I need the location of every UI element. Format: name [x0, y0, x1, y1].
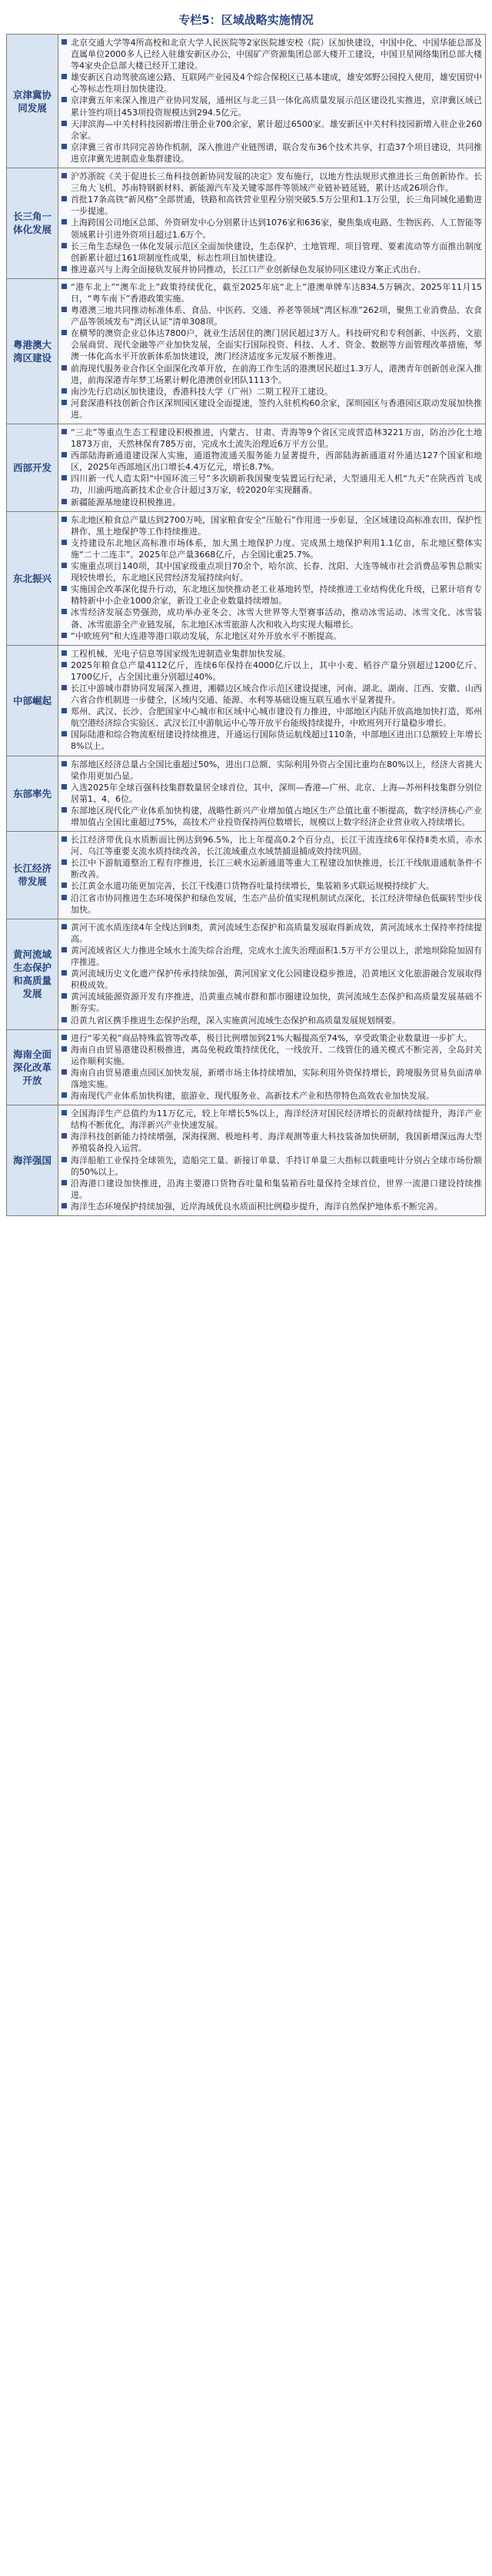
strategy-content [58, 645, 486, 756]
list-item [62, 583, 482, 607]
strategy-row [7, 278, 486, 424]
item-text: 工程机械、光电子信息等国家级先进制造业集群加快发展。 [71, 648, 291, 659]
item-text: 黄河干流水质连续4年全线达到Ⅱ类，黄河流域生态保护和高质量发展取得新成效，黄河流域水土保持率持续提高。 [71, 922, 482, 944]
item-text: 长江中下游航道整治工程有序推进，长江三峡水运新通道等重大工程建设加快推进，长江干线航道通航条件不断改善。 [71, 858, 482, 880]
item-text: 南沙先行启动区加快建设，香港科技大学（广州）二期工程开工建设。 [71, 386, 333, 397]
square-bullet-icon [62, 633, 67, 638]
square-bullet-icon [62, 475, 67, 480]
square-bullet-icon [62, 307, 67, 312]
strategy-row [7, 756, 486, 832]
strategy-row [7, 168, 486, 279]
square-bullet-icon [62, 1069, 67, 1075]
item-text: 国际陆港和综合物流枢纽建设持续推进，开通运行国际货运航线超过110条，中部地区进出口总额较上年增长8%以上。 [71, 730, 482, 752]
item-text: 黄河流域历史文化遗产保护传承持续加强，黄河国家文化公园建设稳步推进，沿黄地区文化旅游融合发展取得积极成效。 [71, 969, 482, 991]
square-bullet-icon [62, 731, 67, 736]
item-text: 全国海洋生产总值约为11万亿元，较上年增长5%以上，海洋经济对国民经济增长的贡献持续提升，海洋产业结构不断优化，海洋新兴产业快速发展。 [71, 1109, 482, 1131]
square-bullet-icon [62, 517, 67, 522]
square-bullet-icon [62, 219, 67, 224]
square-bullet-icon [62, 1133, 67, 1138]
item-text: 郑州、武汉、长沙、合肥国家中心城市和区域中心城市建设有力推进，中部地区内陆开放高地加快打造，郑州航空港经济综合实验区、武汉长江中游航运中心等开放平台能级持续提升，中欧班列开行量稳步增长。 [71, 706, 482, 729]
item-text: 前海现代服务业合作区全面深化改革开放，在前海工作生活的港澳居民超过1.3万人，港澳青年创新创业深入推进，前海深港青年梦工场累计孵化港澳创业团队1113个。 [71, 363, 482, 385]
item-text: 沪苏浙皖《关于促进长三角科技创新协同发展的决定》发布施行，以地方性法规形式推进长三角创新协作。长三角大飞机、苏南特钢新材料、新能源汽车及关键零部件等领域产业链补链延链，累计达成26项合作。 [71, 171, 482, 194]
square-bullet-icon [62, 1110, 67, 1115]
strategy-row [7, 35, 486, 168]
item-text: “中欧班列”和大连港等港口联动发展，东北地区对外开放水平不断提高。 [71, 630, 342, 641]
square-bullet-icon [62, 650, 67, 656]
item-text: 黄河流域能源资源开发有序推进，沿黄重点城市群和都市圈建设加快，黄河流域生态保护和高质量发展基础不断夯实。 [71, 992, 482, 1014]
list-item [62, 264, 482, 275]
square-bullet-icon [62, 365, 67, 371]
strategy-row [7, 1029, 486, 1105]
item-text: 长江黄金水道功能更加完善，长江干线港口货物吞吐量持续增长，集装箱多式联运规模持续扩大。 [71, 881, 434, 892]
item-text: 雄安新区自动驾驶高速公路、互联网产业园及4个综合保税区已基本建成，雄安郊野公园投入使用，雄安国贸中心等标志性项目加快建设。 [71, 72, 482, 95]
list-item [62, 241, 482, 264]
list-item [62, 945, 482, 968]
item-text: 东北地区粮食总产量达到2700万吨，国家粮食安全“压舱石”作用进一步彰显，全区域建设高标准农田、保护性耕作、黑土地保护等工作持续推进。 [71, 514, 482, 537]
item-text: 海洋船舶工业保持全球领先，造船完工量、新接订单量、手持订单量三大指标以载重吨计分别占全球市场份额的50%以上。 [71, 1155, 482, 1177]
item-text: 推进嘉兴与上海全面接轨发展并协同推动，长江口产业创新绿色发展协同区建设方案正式出台。 [71, 264, 426, 274]
item-text: 四川新一代人造太阳“中国环流三号”多次刷新我国聚变装置运行纪录，大型通用无人机“九天”在陕西首飞成功，川渝两地高新技术企业合计超过3万家，较2020年实现翻番。 [71, 474, 482, 496]
square-bullet-icon [62, 708, 67, 713]
list-item [62, 1090, 482, 1102]
item-text: “港车北上”“澳车北上”政策持续优化，截至2025年底“北上”港澳单牌车达834.5万辆次。2025年11月15日，“粤车南下”香港政策实施。 [71, 281, 482, 304]
strategy-row [7, 645, 486, 756]
list-item [62, 805, 482, 828]
square-bullet-icon [62, 993, 67, 999]
square-bullet-icon [62, 1180, 67, 1185]
list-item [62, 1015, 482, 1026]
square-bullet-icon [62, 1035, 67, 1040]
strategy-content [58, 35, 486, 168]
list-item [62, 514, 482, 537]
list-item [62, 473, 482, 496]
strategy-row [7, 919, 486, 1029]
list-item [62, 630, 482, 642]
item-text: 海南自由贸易港建设积极推进，离岛免税政策持续优化，一线放开、二线管住的通关模式不断完善，全岛封关运作顺利实施。 [71, 1044, 482, 1066]
strategy-row [7, 1105, 486, 1216]
item-text: 在横琴的澳资企业总体达7800户，就业生活居住的澳门居民超过3万人。科技研究和专利创新、中医药、文旅会展商贸、现代金融等产业加快发展，全面实行国际投资、科技、人才、资金、数据等方面管理改革措施，琴澳一体化高水平开放新体系加快建设，澳门经济适度多元发展不断推进。 [71, 328, 482, 362]
strategy-category: 黄河流域生态保护和高质量发展 [7, 919, 58, 1029]
square-bullet-icon [62, 173, 67, 178]
strategy-table [6, 34, 486, 1216]
strategy-content [58, 756, 486, 832]
square-bullet-icon [62, 1092, 67, 1098]
square-bullet-icon [62, 586, 67, 591]
list-item [62, 397, 482, 420]
square-bullet-icon [62, 196, 67, 201]
strategy-category: 粤港澳大湾区建设 [7, 278, 58, 424]
list-item [62, 1032, 482, 1044]
strategy-category: 东部率先 [7, 756, 58, 832]
list-item [62, 71, 482, 95]
list-item [62, 759, 482, 782]
item-text: 北京交通大学等4所高校和北京大学人民医院等2家医院雄安校（院）区加快建设，中国中化、中国华能总部及直属单位2000多人已经入驻雄安新区办公，中国矿产资源集团总部大楼开工建设，中国卫星网络集团总部大楼等4家央企总部大楼已经开工建设。 [71, 38, 482, 71]
list-item [62, 834, 482, 857]
square-bullet-icon [62, 284, 67, 289]
list-item [62, 1131, 482, 1154]
item-text: “三北”等重点生态工程建设积极推进，内蒙古、甘肃、青海等9个省区完成营造林3221万亩，防治沙化土地1873万亩，天然林保育785万亩，完成水土流失治理近6万平方公里。 [71, 427, 482, 450]
square-bullet-icon [62, 1203, 67, 1208]
list-item [62, 217, 482, 240]
list-item [62, 171, 482, 194]
strategy-category: 长江经济带发展 [7, 832, 58, 919]
square-bullet-icon [62, 400, 67, 405]
item-text: 冰雪经济发展态势强劲，成功举办亚冬会、冰雪大世界等大型赛事活动，推动冰雪运动、冰雪文化、冰雪装备、冰雪旅游全产业链发展，东北地区冰雪旅游人次和收入均实现大幅增长。 [71, 607, 482, 630]
list-item [62, 706, 482, 729]
list-item [62, 37, 482, 71]
item-text: 黄河流域省区大力推进全域水土流失综合治理，完成水土流失治理面积1.5万平方公里以上，淤地坝除险加固有序推进。 [71, 945, 482, 968]
square-bullet-icon [62, 761, 67, 766]
square-bullet-icon [62, 39, 67, 45]
item-text: 长江经济带优良水质断面比例达到96.5%，比上年提高0.2个百分点，长江干流连续6年保持Ⅱ类水质，赤水河、乌江等重要支流水质持续改善，长江流域重点水域禁捕退捕成效持续巩固。 [71, 835, 482, 857]
strategy-row [7, 511, 486, 645]
item-text: 2025年粮食总产量4112亿斤，连续6年保持在4000亿斤以上，其中小麦、稻谷产量分别超过1200亿斤、1700亿斤，占全国比重分别超过40%。 [71, 660, 482, 682]
list-item [62, 1201, 482, 1212]
item-text: 海洋科技创新能力持续增强，深海探测、极地科考、海洋观测等重大科技装备加快研制，我国新增深远海大型养殖装备投入运营。 [71, 1132, 482, 1154]
item-text: 海南现代产业体系加快构建，旅游业、现代服务业、高新技术产业和热带特色高效农业加快发展。 [71, 1091, 434, 1102]
square-bullet-icon [62, 895, 67, 900]
item-text: 首批17条高铁“新风格”全部贯通，铁路和高铁营业里程分别突破5.5万公里和1.1万公里，长三角同城化通勤进一步提速。 [71, 194, 482, 217]
item-text: 海洋生态环境保护持续加强，近岸海域优良水质面积比例稳步提升，海洋自然保护地体系不断完善。 [71, 1201, 443, 1212]
strategy-row [7, 832, 486, 919]
list-item [62, 1108, 482, 1131]
list-item [62, 1067, 482, 1090]
item-text: 支持建设东北地区高标准市场体系，加大黑土地保护力度。完成黑土地保护利用1.1亿亩，东北地区整体实施“二十二连丰”。2025年总产量3668亿斤，占全国比重25.7%。 [71, 537, 482, 560]
item-text: 长三角生态绿色一体化发展示范区全面加快建设，生态保护、土地管理、项目管理、要素流动等方面推出制度创新累计超过161项制度性成果，标志性项目加快建设。 [71, 241, 482, 263]
square-bullet-icon [62, 1046, 67, 1052]
strategy-content [58, 919, 486, 1029]
strategy-content [58, 511, 486, 645]
list-item [62, 683, 482, 706]
strategy-content [58, 424, 486, 512]
strategy-category: 海洋强国 [7, 1105, 58, 1216]
strategy-content [58, 168, 486, 279]
strategy-row [7, 424, 486, 512]
item-text: 上海跨国公司地区总部、外资研发中心分别累计达到1076家和636家，聚焦集成电路、生物医药、人工智能等领域累计引进外资项目超过1.6万个。 [71, 218, 482, 240]
item-text: 实施国企改革深化提升行动，东北地区加快推动老工业基地转型，持续推进工业结构优化升级，已累计培育专精特新中小企业1000余家，新设工业企业数量持续增加。 [71, 584, 482, 607]
list-item [62, 118, 482, 141]
strategy-table-body [7, 35, 486, 1216]
list-item [62, 450, 482, 473]
square-bullet-icon [62, 1157, 67, 1162]
item-text: 新疆能源基地建设积极推进。 [71, 497, 181, 507]
list-item [62, 880, 482, 892]
list-item [62, 607, 482, 630]
square-bullet-icon [62, 121, 67, 126]
square-bullet-icon [62, 144, 67, 149]
item-text: 实施重点项目140项，其中国家级重点项目70余个，哈尔滨、长春、沈阳、大连等城市社会消费品零售总额实现较快增长，东北地区民营经济发展持续向好。 [71, 561, 482, 583]
item-text: 京津冀五年来深入推进产业协同发展，通州区与北三县一体化高质量发展示范区建设扎实推进，京津冀区域已累计签约项目453项投资规模达到294.5亿元。 [71, 95, 482, 118]
list-item [62, 497, 482, 508]
item-text: 海南自由贸易港重点园区加快发展，新增市场主体持续增加，实际利用外资保持增长，跨境服务贸易负面清单落地实施。 [71, 1067, 482, 1089]
strategy-category: 京津冀协同发展 [7, 35, 58, 168]
column-title: 专栏5：区域战略实施情况 [178, 13, 314, 27]
item-text: 沿黄九省区携手推进生态保护治理，深入实施黄河流域生态保护和高质量发展规划纲要。 [71, 1015, 401, 1025]
item-text: 东部地区现代化产业体系加快构建，战略性新兴产业增加值占地区生产总值比重不断提高，数字经济核心产业增加值占全国比重超过75%，高技术产业投资保持两位数增长，规模以上数字经济企业营业收入持续增长。 [71, 805, 482, 827]
square-bullet-icon [62, 882, 67, 888]
strategy-category: 西部开发 [7, 424, 58, 512]
square-bullet-icon [62, 970, 67, 976]
list-item [62, 648, 482, 660]
list-item [62, 95, 482, 118]
item-text: 京津冀三省市共同完善协作机制，深入推进产业链图谱，联合发布36个技术共享，打造37个项目建设，共同推进京津冀先进制造业集群建设。 [71, 141, 482, 164]
strategy-content [58, 832, 486, 919]
list-item [62, 386, 482, 397]
list-item [62, 729, 482, 752]
list-item [62, 363, 482, 386]
square-bullet-icon [62, 685, 67, 690]
square-bullet-icon [62, 807, 67, 813]
square-bullet-icon [62, 947, 67, 952]
list-item [62, 194, 482, 217]
square-bullet-icon [62, 662, 67, 667]
list-item [62, 1155, 482, 1178]
list-item [62, 304, 482, 327]
list-item [62, 1178, 482, 1201]
list-item [62, 922, 482, 945]
square-bullet-icon [62, 499, 67, 504]
square-bullet-icon [62, 563, 67, 568]
strategy-category: 海南全面深化改革开放 [7, 1029, 58, 1105]
list-item [62, 857, 482, 880]
strategy-content [58, 1105, 486, 1216]
list-item [62, 141, 482, 165]
list-item [62, 660, 482, 683]
strategy-category: 东北振兴 [7, 511, 58, 645]
item-text: 东部地区经济总量占全国比重超过50%，进出口总额、实际利用外资占全国比重均在80%以上，经济大省挑大梁作用更加凸显。 [71, 759, 482, 781]
strategy-category: 长三角一体化发展 [7, 168, 58, 279]
square-bullet-icon [62, 924, 67, 929]
square-bullet-icon [62, 452, 67, 457]
list-item [62, 1044, 482, 1067]
square-bullet-icon [62, 266, 67, 271]
item-text: 天津滨海—中关村科技园新增注册企业700余家，累计超过6500家。雄安新区中关村科技园新增入驻企业260余家。 [71, 118, 482, 141]
item-text: 沿江省市协同推进生态环境保护和绿色发展，生态产品价值实现机制试点深化，长江经济带绿色低碳转型步伐加快。 [71, 892, 482, 915]
square-bullet-icon [62, 836, 67, 842]
square-bullet-icon [62, 1017, 67, 1022]
strategy-content [58, 278, 486, 424]
strategy-category: 中部崛起 [7, 645, 58, 756]
item-text: 入选2025年全球百强科技集群数量居全球首位，其中，深圳—香港—广州、北京、上海—苏州科技集群分别位居第1、4、6位。 [71, 782, 482, 804]
item-text: 进行“零关税”商品特殊监管等改革，极目比例增加到21%大幅提高至74%，享受政策企业数量进一步扩大。 [71, 1032, 473, 1043]
list-item [62, 892, 482, 916]
list-item [62, 537, 482, 560]
list-item [62, 427, 482, 450]
square-bullet-icon [62, 784, 67, 789]
square-bullet-icon [62, 388, 67, 394]
square-bullet-icon [62, 429, 67, 434]
item-text: 长江中游城市群协同发展深入推进，湘赣边区域合作示范区建设提速，河南、湖北、湖南、江西、安徽、山西六省合作机制进一步健全，区域内交通、能源、水利等基础设施互联互通水平显著提升。 [71, 683, 482, 706]
square-bullet-icon [62, 330, 67, 335]
list-item [62, 327, 482, 362]
list-item [62, 782, 482, 805]
item-text: 河套深港科技创新合作区深圳园区建设全面提速，签约入驻机构60余家，深圳园区与香港园区联动发展加快推进。 [71, 397, 482, 420]
list-item [62, 560, 482, 583]
list-item [62, 281, 482, 304]
list-item [62, 968, 482, 991]
square-bullet-icon [62, 859, 67, 865]
square-bullet-icon [62, 243, 67, 248]
strategy-content [58, 1029, 486, 1105]
item-text: 沿海港口建设加快推进，沿海主要港口货物吞吐量和集装箱吞吐量保持全球首位，世界一流港口建设持续推进。 [71, 1178, 482, 1200]
item-text: 粤港澳三地共同推动标准体系、食品、中医药、交通、养老等领域“湾区标准”262项，聚焦工业消费品、农食产品等领域发布“湾区认证”清单308项。 [71, 305, 482, 327]
square-bullet-icon [62, 609, 67, 614]
item-text: 西部陆海新通道建设深入实施，通道物流通关服务能力显著提升，西部陆海新通道对外通达127个国家和地区，2025年西部地区出口增长4.4万亿元，增长8.7%。 [71, 450, 482, 473]
square-bullet-icon [62, 97, 67, 102]
list-item [62, 991, 482, 1014]
square-bullet-icon [62, 74, 67, 79]
square-bullet-icon [62, 540, 67, 545]
